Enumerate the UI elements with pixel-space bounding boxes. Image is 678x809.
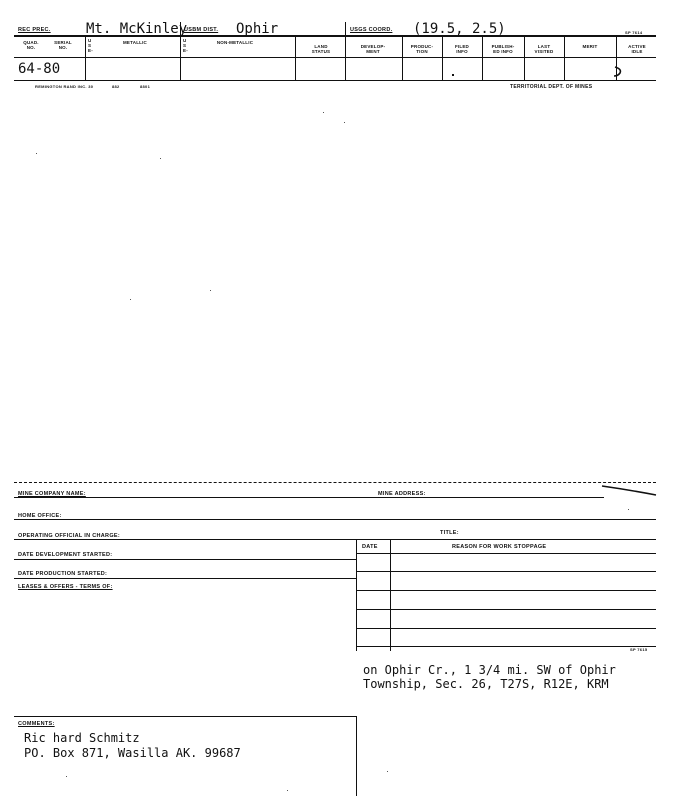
col-published-info: PUBLISH- ED INFO: [491, 44, 515, 54]
location-line-2: Township, Sec. 26, T27S, R12E, KRM: [363, 677, 609, 691]
top-card-column-rule: [14, 57, 656, 58]
date-production-label: DATE PRODUCTION STARTED:: [18, 571, 108, 577]
row-rule: [14, 539, 656, 540]
date-column-header: DATE: [362, 544, 378, 550]
footer-left: REMINGTON RAND INC. 30: [35, 84, 94, 89]
col-use-metallic: U S E-: [88, 38, 93, 53]
form-number-bottom: SP 7615: [630, 647, 648, 652]
card-top-edge: [14, 482, 656, 483]
leases-label: LEASES & OFFERS - TERMS OF:: [18, 584, 113, 590]
divider: [295, 36, 296, 80]
col-metallic: METALLIC: [122, 40, 147, 45]
col-development: DEVELOP- MENT: [360, 44, 386, 54]
speck: [287, 790, 288, 791]
col-non-metallic: NON-METALLIC: [216, 40, 254, 45]
divider: [180, 22, 181, 80]
handwritten-stroke-icon: [600, 482, 658, 498]
usgs-coord-value: (19.5, 2.5): [413, 21, 506, 37]
quad-serial-value: 64-80: [18, 61, 61, 77]
table-left-border: [356, 539, 357, 651]
table-row-rule: [356, 590, 656, 591]
usbm-dist-value: Ophir: [236, 21, 279, 37]
speck: [387, 771, 388, 772]
form-number: SP 7614: [625, 30, 643, 35]
speck: [210, 290, 211, 291]
row-rule: [14, 578, 356, 579]
col-production: PRODUC- TION: [410, 44, 434, 54]
divider: [564, 36, 565, 80]
location-line-1: on Ophir Cr., 1 3/4 mi. SW of Ophir: [363, 663, 616, 677]
date-development-label: DATE DEVELOPMENT STARTED:: [18, 552, 113, 558]
speck: [323, 112, 324, 113]
table-header-rule: [356, 553, 656, 554]
speck: [344, 122, 345, 123]
divider: [345, 22, 346, 80]
speck: [36, 153, 37, 154]
tick-mark: [452, 74, 454, 76]
table-row-rule: [356, 609, 656, 610]
speck: [160, 158, 161, 159]
usgs-coord-label: USGS COORD.: [350, 27, 393, 33]
col-serial-no: SERIAL NO.: [54, 40, 72, 50]
home-office-label: HOME OFFICE:: [18, 513, 62, 519]
comments-right-border: [356, 716, 357, 796]
speck: [130, 299, 131, 300]
comments-line-1: Ric hard Schmitz: [24, 731, 140, 745]
rec-prec-label: REC PREC.: [18, 27, 51, 33]
row-rule: [14, 559, 356, 560]
speck: [628, 509, 629, 510]
mine-company-name-label: MINE COMPANY NAME:: [18, 491, 86, 497]
col-last-visited: LAST VISITED: [534, 44, 554, 54]
col-filed-info: FILED INFO: [455, 44, 469, 54]
divider: [85, 36, 86, 80]
row-rule: [14, 497, 604, 498]
footer-code2: 8801: [140, 84, 151, 89]
col-quad-no: QUAD. NO.: [23, 40, 39, 50]
usbm-dist-label: USBM DIST.: [184, 27, 219, 33]
table-date-divider: [390, 539, 391, 651]
table-row-rule: [356, 571, 656, 572]
col-merit: MERIT: [582, 44, 598, 49]
table-row-rule: [356, 646, 656, 647]
operating-official-label: OPERATING OFFICIAL IN CHARGE:: [18, 533, 120, 539]
comments-label: COMMENTS:: [18, 721, 55, 727]
col-use-nonmetallic: U S E-: [183, 38, 188, 53]
handwritten-mark-icon: [612, 64, 626, 80]
title-label: TITLE:: [440, 530, 459, 536]
divider: [482, 36, 483, 80]
mine-address-label: MINE ADDRESS:: [378, 491, 426, 497]
reason-column-header: REASON FOR WORK STOPPAGE: [452, 544, 547, 550]
rec-prec-value: Mt. McKinley: [86, 21, 188, 37]
top-card-bottom-rule: [14, 80, 656, 81]
col-land-status: LAND STATUS: [311, 44, 331, 54]
table-row-rule: [356, 628, 656, 629]
comments-top-rule: [14, 716, 356, 717]
divider: [524, 36, 525, 80]
col-active-idle: ACTIVE IDLE: [628, 44, 646, 54]
row-rule: [14, 519, 656, 520]
divider: [402, 36, 403, 80]
divider: [442, 36, 443, 80]
footer-code1: 882: [112, 84, 120, 89]
footer-right: TERRITORIAL DEPT. OF MINES: [510, 84, 593, 90]
comments-line-2: PO. Box 871, Wasilla AK. 99687: [24, 746, 241, 760]
speck: [66, 776, 67, 777]
